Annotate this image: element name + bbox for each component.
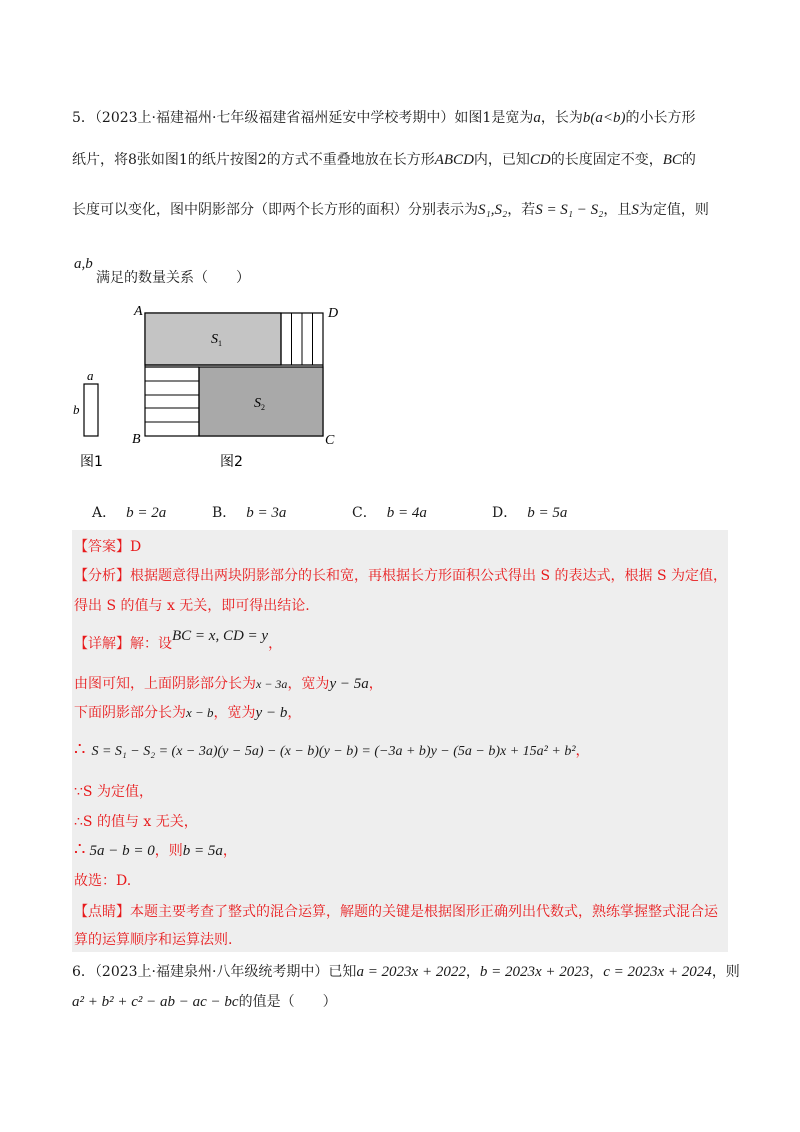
detail-line [74,628,283,654]
text: 下面阴影部分长为 [74,705,186,721]
q5-text: 的小长方形 [625,110,696,126]
math-q6-expr: a² + b² + c² − ab − ac − bc [72,994,239,1010]
choose-line: 故选：D. [74,873,132,889]
because-line: ∵S 为定值， [74,784,153,800]
q5-text: 5．（2023上·福建福州·七年级福建省福州延安中学校考期中）如图1是宽为 [72,110,534,126]
expansion-line [74,740,590,762]
punct: ， [268,636,283,652]
comment-line-1: 【点睛】本题主要考查了整式的混合运算，解题的关键是根据图形正确列出代数式，熟练掌握整式混合运 [74,904,718,920]
math-expr: y − 5a [329,676,369,692]
corner-d: D [328,306,339,321]
upper-shadow-line [74,674,383,694]
text: 由图可知，上面阴影部分长为 [74,676,256,692]
label-a: a [87,368,94,383]
math-expansion: S = S₁ − S₂ = (x − 3a)(y − 5a) − (x − b)(y − b) = (−3a + b)y − (5a − b)x + 15a² + b² [91,744,576,759]
choice-expr: b = 5a [527,505,568,521]
label-b: b [73,402,80,417]
q6-text: 6．（2023上·福建泉州·八年级统考期中）已知 [72,964,357,980]
math-b-def: b = 2023x + 2023 [479,964,590,980]
text: ， [287,705,302,721]
q5-text: 的长度固定不变， [550,152,663,168]
choice-letter: A． [92,505,117,521]
choice-b[interactable] [212,503,286,523]
corner-b: B [132,432,141,447]
corner-a: A [134,304,143,319]
math-a-def: a = 2023x + 2022 [356,964,466,980]
math-expr: 5a − b = 0 [89,843,155,859]
q6-line-2 [72,992,337,1012]
shaded-s2 [199,367,323,436]
math-abcd: ABCD [434,152,474,168]
choice-expr: b = 3a [246,505,287,521]
text: ，宽为 [213,705,256,721]
math-s1-s2: S₁,S₂ [478,202,508,218]
fig1-caption: 图1 [80,454,103,470]
therefore-symbol: ∴ [74,839,86,860]
math-expr: y − b [255,705,288,721]
q5-text: ，长为 [540,110,583,126]
q6-text: 的值是（ ） [238,994,337,1010]
choice-letter: D． [492,505,518,521]
detail-label: 【详解】解：设 [74,636,172,652]
punct: ， [222,843,237,859]
math-expr: x − 3a [256,677,288,691]
q6-line-1 [72,962,740,982]
small-rectangle [84,384,98,436]
math-a: a [533,110,541,126]
choice-letter: B． [212,505,237,521]
punct: ， [589,964,604,980]
q5-text: ，若 [507,202,536,218]
q5-text: 内，已知 [473,152,530,168]
choice-expr: b = 2a [126,505,167,521]
math-s-formula: S = S₁ − S₂ [535,202,604,218]
math-c-def: c = 2023x + 2024 [603,964,712,980]
q5-text: 长度可以变化，图中阴影部分（即两个长方形的面积）分别表示为 [72,202,478,218]
fig2-caption: 图2 [220,454,243,470]
math-a-b: a,b [74,256,93,272]
math-expr: b = 5a [182,843,223,859]
math-b-condition: b(a<b) [582,110,626,126]
math-bc-cd: BC = x, CD = y [172,628,269,644]
choice-c[interactable] [352,503,427,523]
q5-text: ，且 [603,202,632,218]
q5-text: 的 [681,152,696,168]
analysis-line-2: 得出 S 的值与 x 无关，即可得出结论. [74,598,310,614]
math-bc: BC [662,152,682,168]
lower-shadow-line [74,703,301,723]
choice-a[interactable] [92,503,166,523]
s2-label: $S_2$ [254,396,265,412]
text: ， [368,676,383,692]
text: ，则 [154,843,183,859]
q5-line-3 [72,200,709,220]
q5-text: 纸片，将8张如图1的纸片按图2的方式不重叠地放在长方形 [72,152,435,168]
text: ，宽为 [287,676,330,692]
solve-line [74,840,237,861]
q5-line-1 [72,108,695,128]
s1-label: $S_1$ [211,332,222,348]
choice-d[interactable] [492,503,567,523]
q5-text: 为定值，则 [638,202,709,218]
punct: ， [465,964,480,980]
choice-letter: C． [352,505,377,521]
figure [70,296,370,476]
corner-c: C [325,433,335,448]
math-s: S [631,202,639,218]
independent-line: ∴S 的值与 x 无关， [74,814,198,830]
answer-line: 【答案】D [74,539,142,555]
punct: ， [575,743,590,759]
therefore-symbol: ∴ [74,739,86,760]
q6-text: ，则 [711,964,740,980]
q5-line-2 [72,150,696,170]
choice-expr: b = 4a [386,505,427,521]
comment-line-2: 算的运算顺序和运算法则. [74,932,233,948]
math-expr: x − b [186,705,214,720]
math-cd: CD [529,152,551,168]
q5-line-4: 满足的数量关系（ ） [96,270,250,286]
analysis-line-1: 【分析】根据题意得出两块阴影部分的长和宽，再根据长方形面积公式得出 S 的表达式，根据 S 为定值， [74,568,727,584]
